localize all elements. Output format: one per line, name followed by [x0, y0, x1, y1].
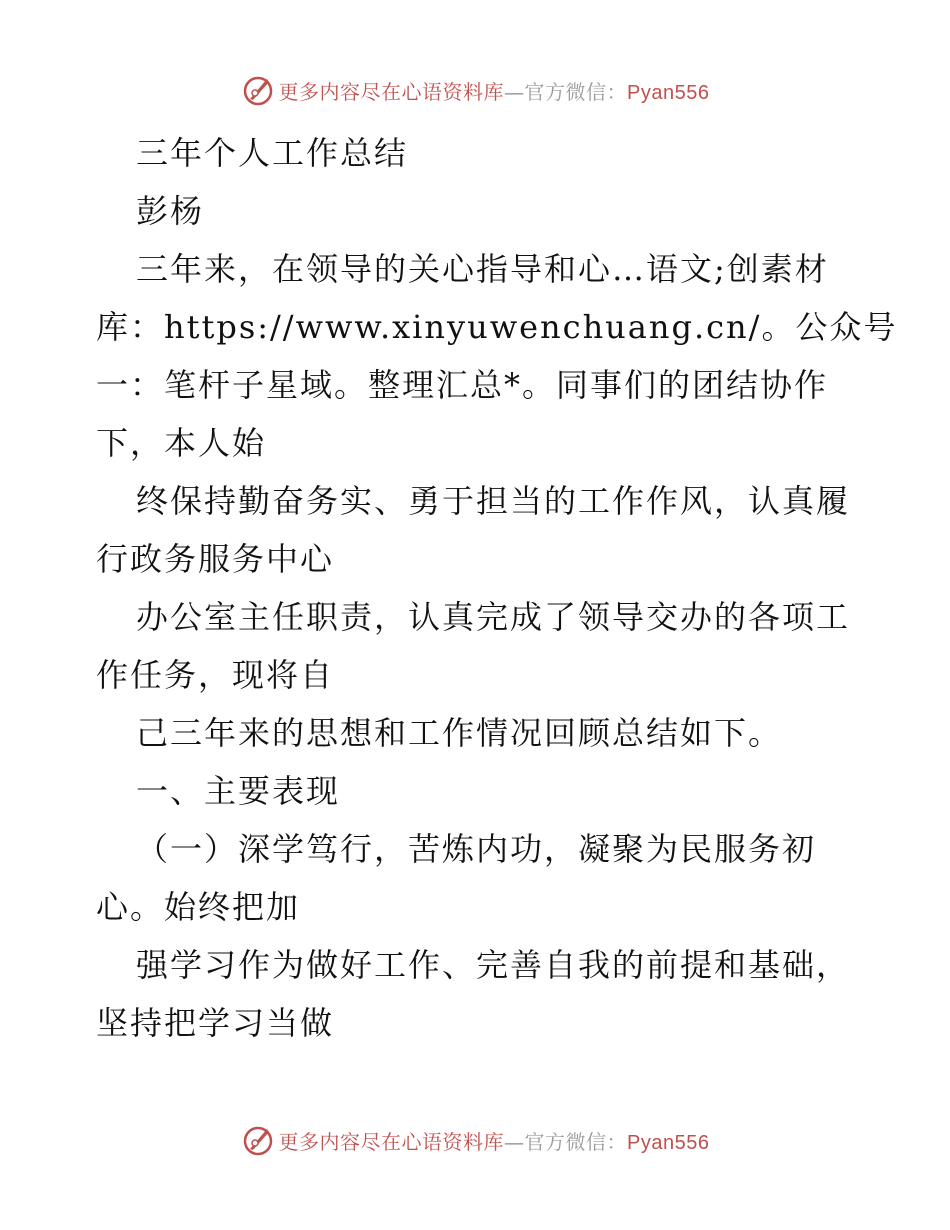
- header-watermark-banner: [0, 70, 950, 110]
- footer-watermark-banner: [0, 1120, 950, 1160]
- document-line: 彭杨: [136, 192, 205, 230]
- document-line: 行政务服务中心: [96, 540, 335, 578]
- document-line: 己三年来的思想和工作情况回顾总结如下。: [136, 714, 783, 752]
- watermark-main-text: 更多内容尽在心语资料库: [278, 79, 505, 104]
- watermark-wechat-id: Pyan556: [627, 1131, 710, 1154]
- document-line: 库：https://www.xinyuwenchuang.cn/。公众号: [96, 308, 898, 346]
- document-line: 心。始终把加: [96, 888, 301, 926]
- watermark-main-text: 更多内容尽在心语资料库: [278, 1129, 505, 1154]
- document-line: 一：笔杆子星域。整理汇总*。同事们的团结协作: [96, 366, 829, 404]
- document-line: 一、主要表现: [136, 772, 341, 810]
- watermark-wechat-label: 官方微信：: [524, 1129, 628, 1154]
- document-line: 三年个人工作总结: [136, 134, 409, 172]
- document-body: [96, 124, 898, 1052]
- document-line: 三年来，在领导的关心指导和心…语文;创素材: [136, 250, 829, 288]
- document-line: 强学习作为做好工作、完善自我的前提和基础，: [136, 946, 851, 984]
- document-line: 坚持把学习当做: [96, 1004, 335, 1042]
- watermark-wechat-label: 官方微信：: [524, 79, 628, 104]
- watermark-wechat-id: Pyan556: [627, 81, 710, 104]
- feather-pen-logo-icon: [241, 73, 275, 107]
- document-line: 办公室主任职责，认真完成了领导交办的各项工: [136, 598, 851, 636]
- document-line: 下，本人始: [96, 424, 267, 462]
- watermark-separator: —: [504, 79, 525, 104]
- document-line: （一）深学笃行，苦炼内功，凝聚为民服务初: [136, 830, 817, 868]
- watermark-separator: —: [504, 1129, 525, 1154]
- feather-pen-logo-icon: [241, 1123, 275, 1157]
- document-line: 终保持勤奋务实、勇于担当的工作作风，认真履: [136, 482, 851, 520]
- watermark-text: [279, 76, 710, 105]
- watermark-text: [279, 1126, 710, 1155]
- document-line: 作任务，现将自: [96, 656, 335, 694]
